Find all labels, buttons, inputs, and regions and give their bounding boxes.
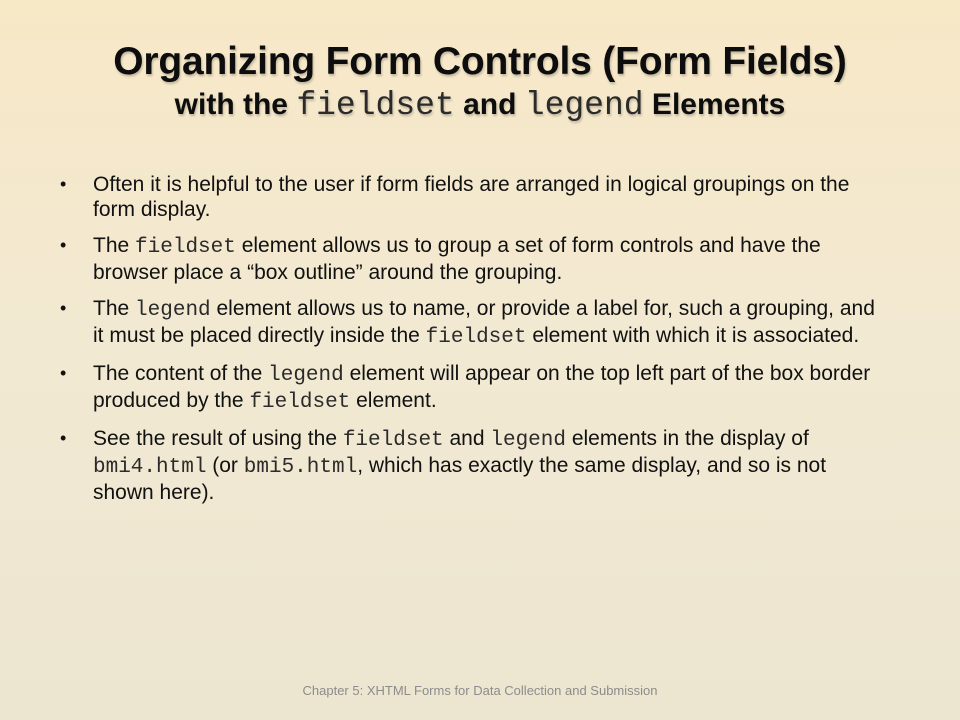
bullet-code: fieldset <box>135 236 236 259</box>
bullet-dot-icon: • <box>60 363 67 383</box>
bullet-text: The <box>93 234 136 257</box>
bullet-item <box>58 296 878 350</box>
title-code-fieldset: fieldset <box>296 87 455 124</box>
bullet-code: bmi4.html <box>93 456 207 479</box>
title-code-legend: legend <box>524 87 644 124</box>
bullet-text: elements in the display of <box>566 427 809 450</box>
bullet-item <box>58 361 878 415</box>
bullet-text: The <box>93 297 136 320</box>
bullet-dot-icon: • <box>60 428 67 448</box>
bullet-text: The content of the <box>93 362 269 385</box>
title-line-2 <box>40 86 920 125</box>
bullet-text: element. <box>350 389 437 412</box>
bullet-code: legend <box>490 429 566 452</box>
bullet-code: fieldset <box>249 391 351 414</box>
title-text-before: with the <box>174 88 297 121</box>
bullet-code: fieldset <box>425 326 527 349</box>
bullet-dot-icon: • <box>60 298 67 318</box>
bullet-code: fieldset <box>342 429 444 452</box>
bullet-text: Often it is helpful to the user if form fields are arranged in logical groupings on the form display. <box>93 173 850 221</box>
bullet-item <box>58 426 878 505</box>
bullet-text: (or <box>206 454 244 477</box>
bullet-dot-icon: • <box>60 174 67 194</box>
bullet-text: and <box>443 427 491 450</box>
bullet-code: legend <box>268 364 344 387</box>
title-line-1: Organizing Form Controls (Form Fields) <box>113 40 847 83</box>
slide-title <box>40 38 920 125</box>
bullet-code: legend <box>135 299 211 322</box>
bullet-text: element allows us to group a set of form controls and have the browser place a “box outline” around the grouping. <box>93 234 821 284</box>
bullet-text: element with which it is associated. <box>526 324 860 347</box>
bullet-code: bmi5.html <box>243 456 358 479</box>
bullet-text: element allows us to name, or provide a label for, such a grouping, and it must be placed directly inside the <box>93 297 875 347</box>
bullet-dot-icon: • <box>60 235 67 255</box>
bullet-text: , which has exactly the same display, and so is not shown here). <box>93 454 827 504</box>
bullet-text: element will appear on the top left part of the box border produced by the <box>93 362 871 412</box>
title-text-mid: and <box>454 88 525 121</box>
bullet-list <box>58 172 878 516</box>
bullet-item <box>58 233 878 285</box>
slide-footer: Chapter 5: XHTML Forms for Data Collection and Submission <box>302 683 658 698</box>
bullet-item <box>58 172 878 222</box>
bullet-text: See the result of using the <box>93 427 343 450</box>
title-text-after: Elements <box>643 88 786 121</box>
